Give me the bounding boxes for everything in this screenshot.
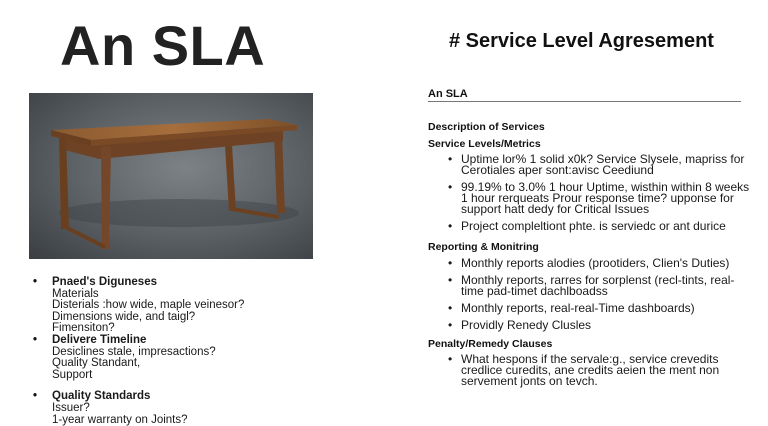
left-bullet-list — [33, 277, 244, 426]
penalty-list — [446, 354, 756, 393]
document-subtitle: An SLA — [428, 88, 741, 102]
left-item-line: Desiclines stale, impresactions? — [52, 345, 216, 358]
left-title: An SLA — [60, 14, 266, 77]
section-heading-reporting: Reporting & Monitring — [428, 241, 539, 253]
left-item-2 — [33, 335, 244, 381]
list-item: • Monthly reports, rarres for sorplenst (recl-tints, real-time pad-timet dachlboadss — [446, 275, 756, 297]
left-item-line: Fimensiton? — [52, 322, 115, 335]
list-item: • Monthly reports alodies (prootiders, Clien's Duties) — [446, 258, 756, 269]
left-item-line: Disterials :how wide, maple veinesor? — [52, 299, 245, 312]
document-title: # Service Level Agresement — [449, 30, 714, 52]
list-item: • Project compleltiont phte. is serviedc or ant durice — [446, 221, 756, 232]
wooden-table-image — [29, 93, 313, 259]
section-heading-description: Description of Services — [428, 121, 545, 133]
left-item-line: 1-year warranty on Joints? — [52, 413, 188, 426]
reporting-list — [446, 258, 756, 337]
section-heading-penalty: Penalty/Remedy Clauses — [428, 338, 553, 350]
list-item: • What hespons if the servale:g., service crevedits credlice curedits, ane credits aeien the ment non servement jonts on tevch. — [446, 354, 756, 387]
left-item-3 — [33, 391, 244, 426]
list-item: • 99.19% to 3.0% 1 hour Uptime, wisthin within 8 weeks 1 hour rerqueats Prour response time? upponse for support hatt dedy for Critical Issues — [446, 182, 756, 215]
section-heading-service-levels: Service Levels/Metrics — [428, 138, 541, 150]
left-item-line: Materials — [52, 287, 99, 300]
service-levels-list — [446, 154, 756, 238]
left-item-heading: • Quality Standards — [52, 390, 151, 403]
list-item: • Providly Renedy Clusles — [446, 320, 756, 331]
left-item-line: Dimensions wide, and taigl? — [52, 310, 196, 323]
left-item-line: Support — [52, 368, 93, 381]
left-item-1 — [33, 277, 244, 335]
left-item-heading: • Delivere Timeline — [52, 333, 147, 346]
left-item-heading: • Pnaed's Diguneses — [52, 276, 157, 288]
left-item-line: Issuer? — [52, 401, 90, 414]
list-item: • Uptime lor% 1 solid x0k? Service Slysele, mapriss for Cerotiales aper sont:avisc Ceediund — [446, 154, 756, 176]
table-photo — [29, 93, 313, 259]
left-item-line: Quality Standant, — [52, 357, 141, 370]
list-item: • Monthly reports, real-real-Time dashboards) — [446, 303, 756, 314]
